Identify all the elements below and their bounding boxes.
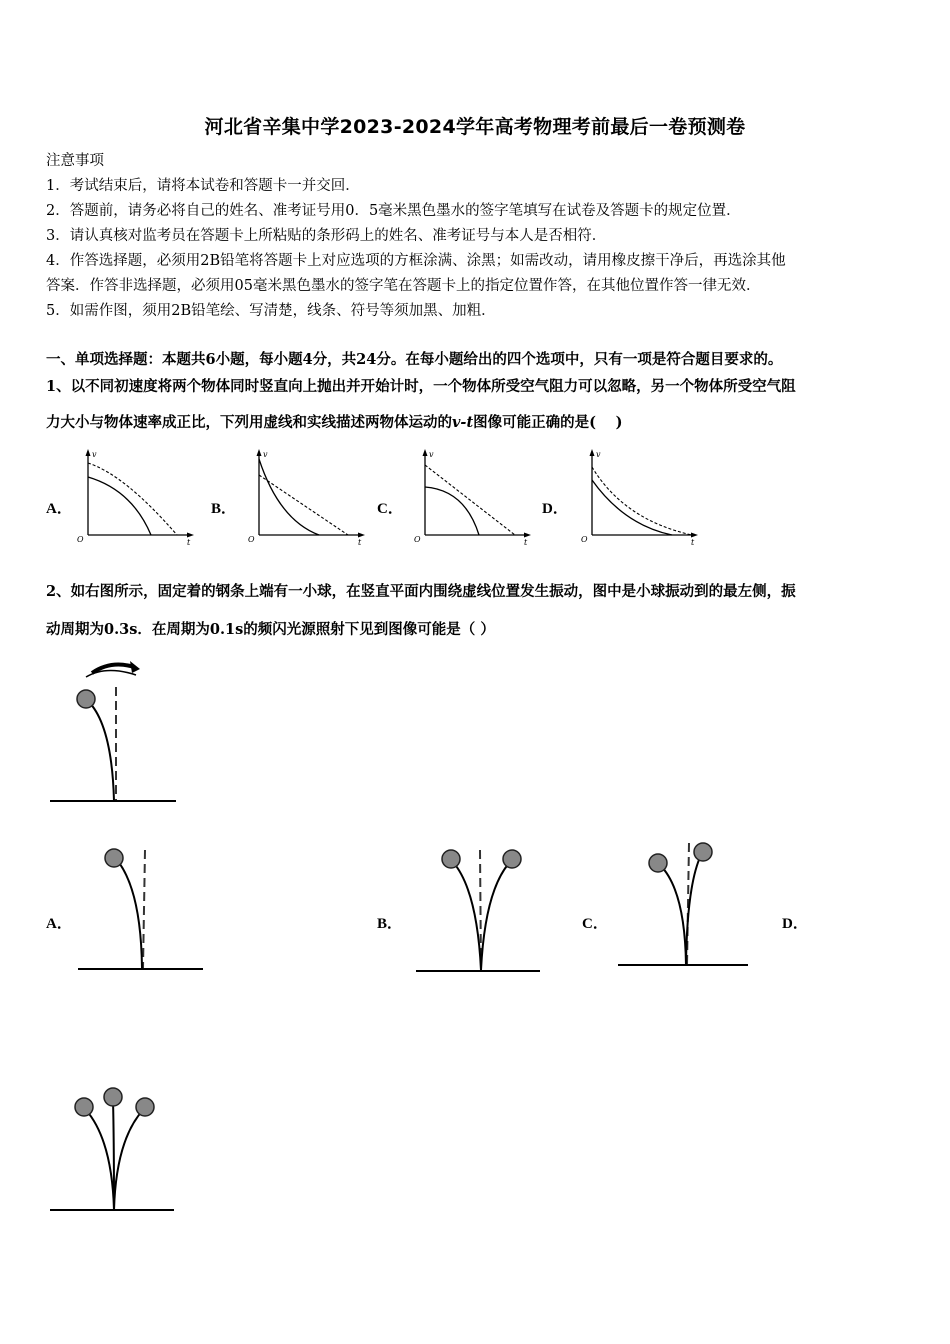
q1-axis-t-label: t bbox=[187, 538, 191, 547]
notice-item: 答案．作答非选择题，必须用05毫米黑色墨水的签字笔在答题卡上的指定位置作答，在其他位置作答一律无效． bbox=[46, 278, 761, 294]
q1-vt-variable: v-t bbox=[452, 414, 474, 431]
q1-graph-b bbox=[241, 445, 371, 545]
notice-item: 1．考试结束后，请将本试卷和答题卡一并交回． bbox=[46, 178, 360, 194]
q1-graph-a bbox=[70, 445, 200, 545]
notice-item: 2．答题前，请务必将自己的姓名、准考证号用0．5毫米黑色墨水的签字笔填写在试卷及答题卡的规定位置． bbox=[46, 203, 741, 219]
q1-graph-c bbox=[407, 445, 537, 545]
q1-option-c-label: C． bbox=[377, 501, 403, 517]
section-heading: 一、单项选择题：本题共6小题，每小题4分，共24分。在每小题给出的四个选项中，只有一项是符合题目要求的。 bbox=[46, 351, 783, 368]
q2-stem-line2: 动周期为0.3s．在周期为0.1s的频闪光源照射下见到图像可能是（ ） bbox=[46, 621, 495, 638]
q1-stem-line1: 1、以不同初速度将两个物体同时竖直向上抛出并开始计时，一个物体所受空气阻力可以忽略，另一个物体所受空气阻 bbox=[46, 378, 796, 395]
notice-heading: 注意事项 bbox=[46, 153, 104, 169]
q1-graph-d bbox=[574, 445, 704, 545]
q1-axis-t-label: t bbox=[691, 538, 695, 547]
q1-stem-text: 力大小与物体速率成正比，下列用虚线和实线描述两物体运动的 bbox=[46, 414, 452, 431]
q1-stem-text-end: 图像可能正确的是( ) bbox=[473, 414, 623, 431]
q2-figure-d bbox=[46, 1080, 181, 1215]
q2-reference-figure bbox=[46, 655, 186, 810]
q1-axis-o-label: O bbox=[581, 535, 588, 544]
q1-option-b-label: B． bbox=[211, 501, 237, 517]
q1-stem-line2 bbox=[46, 413, 622, 433]
q2-stem-line1: 2、如右图所示，固定着的钢条上端有一小球，在竖直平面内围绕虚线位置发生振动，图中是小球振动到的最左侧，振 bbox=[46, 583, 796, 600]
q2-option-a-label: A． bbox=[46, 916, 72, 932]
page-title: 河北省辛集中学2023-2024学年高考物理考前最后一卷预测卷 bbox=[204, 116, 746, 138]
q1-axis-t-label: t bbox=[358, 538, 362, 547]
notice-item: 5．如需作图，须用2B铅笔绘、写清楚，线条、符号等须加黑、加粗． bbox=[46, 303, 496, 319]
q1-axis-v-label: v bbox=[263, 450, 268, 459]
q2-figure-c bbox=[615, 835, 755, 975]
q1-axis-o-label: O bbox=[77, 535, 84, 544]
q2-figure-b bbox=[413, 840, 548, 980]
q2-option-b-label: B． bbox=[377, 916, 403, 932]
q1-option-d-label: D． bbox=[542, 501, 568, 517]
notice-item: 3．请认真核对监考员在答题卡上所粘贴的条形码上的姓名、准考证号与本人是否相符． bbox=[46, 228, 607, 244]
q1-option-a-label: A． bbox=[46, 501, 72, 517]
q2-figure-a bbox=[75, 840, 210, 975]
q1-axis-o-label: O bbox=[414, 535, 421, 544]
q1-axis-v-label: v bbox=[429, 450, 434, 459]
q1-axis-v-label: v bbox=[596, 450, 601, 459]
q2-option-d-label: D． bbox=[782, 916, 808, 932]
q1-axis-o-label: O bbox=[248, 535, 255, 544]
q1-axis-v-label: v bbox=[92, 450, 97, 459]
q1-axis-t-label: t bbox=[524, 538, 528, 547]
q2-option-c-label: C． bbox=[582, 916, 608, 932]
notice-item: 4．作答选择题，必须用2B铅笔将答题卡上对应选项的方框涂满、涂黑；如需改动，请用橡皮擦干净后，再选涂其他 bbox=[46, 253, 786, 269]
